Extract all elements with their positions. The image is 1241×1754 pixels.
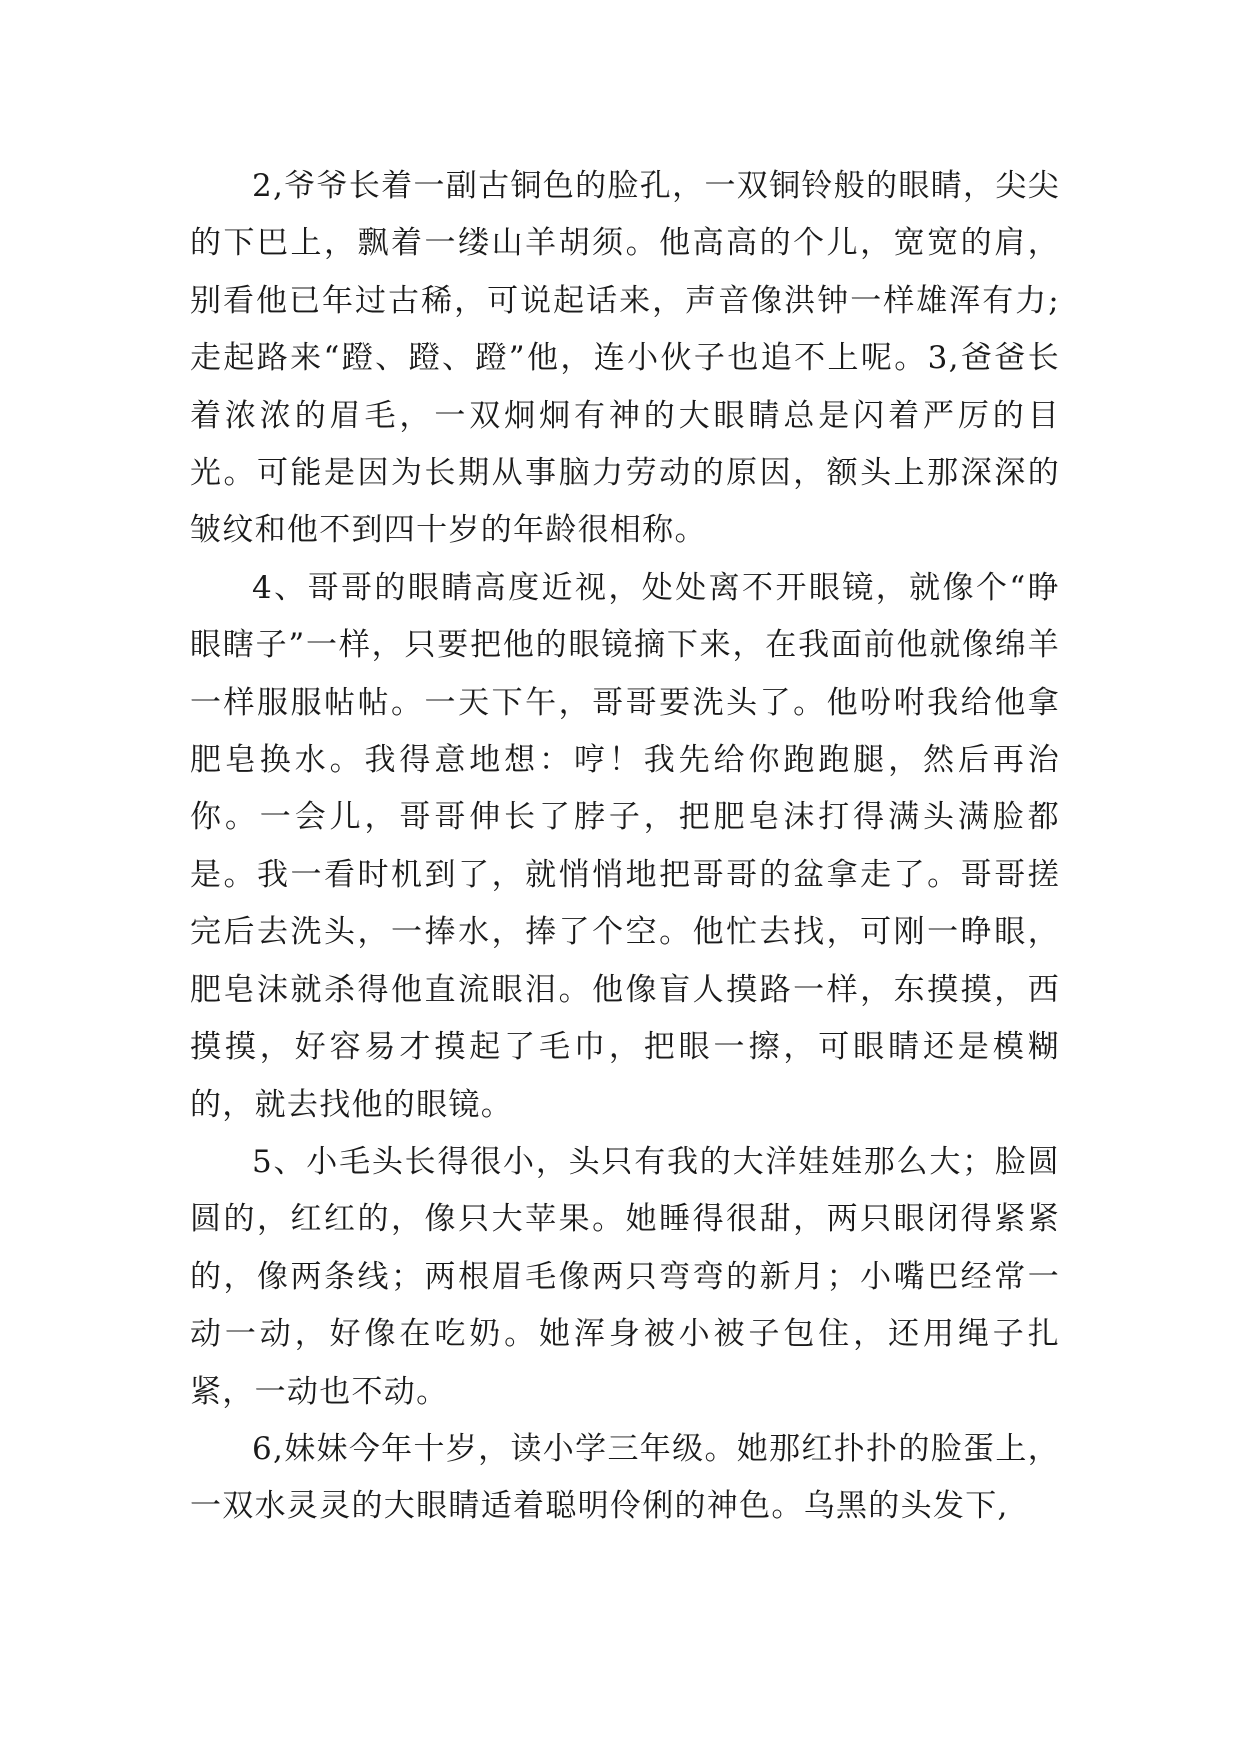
paragraph-sister: 6,妹妹今年十岁，读小学三年级。她那红扑扑的脸蛋上，一双水灵灵的大眼睛适着聪明伶俐的神色。乌黑的头发下,: [190, 1430, 1060, 1525]
paragraph-baby: 5、小毛头长得很小，头只有我的大洋娃娃那么大；脸圆圆的，红红的，像只大苹果。她睡得很甜，两只眼闭得紧紧的，像两条线；两根眉毛像两只弯弯的新月；小嘴巴经常一动一动，好像在吃奶。她浑身被小被子包住，还用绳子扎紧，一动也不动。: [190, 1143, 1060, 1410]
paragraph-brother: 4、哥哥的眼睛高度近视，处处离不开眼镜，就像个“睁眼瞎子”一样，只要把他的眼镜摘下来，在我面前他就像绵羊一样服服帖帖。一天下午，哥哥要洗头了。他吩咐我给他拿肥皂换水。我得意地想：哼！我先给你跑跑腿，然后再治你。一会儿，哥哥伸长了脖子，把肥皂沫打得满头满脸都是。我一看时机到了，就悄悄地把哥哥的盆拿走了。哥哥搓完后去洗头，一捧水，捧了个空。他忙去找，可刚一睁眼，肥皂沫就杀得他直流眼泪。他像盲人摸路一样，东摸摸，西摸摸，好容易才摸起了毛巾，把眼一擦，可眼睛还是模糊的，就去找他的眼镜。: [190, 569, 1060, 1123]
paragraph-grandpa-dad: 2,爷爷长着一副古铜色的脸孔，一双铜铃般的眼睛，尖尖的下巴上，飘着一缕山羊胡须。他高高的个儿，宽宽的肩，别看他已年过古稀，可说起话来，声音像洪钟一样雄浑有力;走起路来“蹬、蹬、蹬”他，连小伙子也追不上呢。3,爸爸长着浓浓的眉毛，一双炯炯有神的大眼睛总是闪着严厉的目光。可能是因为长期从事脑力劳动的原因，额头上那深深的皱纹和他不到四十岁的年龄很相称。: [190, 168, 1060, 549]
document-body: [190, 158, 1060, 1536]
